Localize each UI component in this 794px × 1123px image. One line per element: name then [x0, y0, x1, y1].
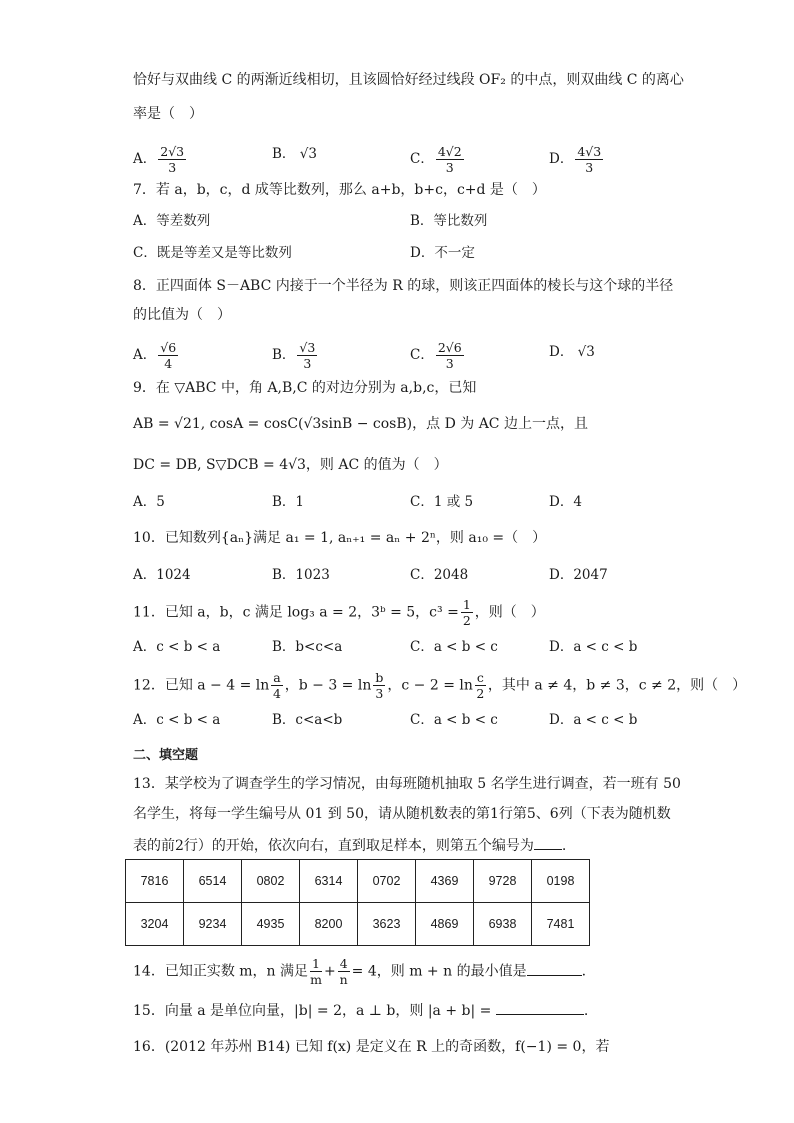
q12-option-b: B．c<a<b	[272, 712, 343, 728]
q7-option-a: A．等差数列	[133, 213, 211, 229]
q15-stem: 15．向量 a 是单位向量，|b| = 2，a ⊥ b，则 |a + b| = .	[133, 1000, 588, 1021]
table-cell: 0702	[358, 860, 416, 903]
q10-stem: 10．已知数列{aₙ}满足 a₁ = 1, aₙ₊₁ = aₙ + 2ⁿ，则 a₁₀ =（ ）	[133, 530, 547, 546]
q6-option-c: C． $\frac{4√2}{3}$	[410, 144, 462, 175]
q9-line1: 9．在 ▽ABC 中，角 A,B,C 的对边分别为 a,b,c，已知	[133, 380, 477, 396]
q10-option-b: B．1023	[272, 567, 330, 583]
q11-option-c: C．a < b < c	[410, 639, 498, 655]
table-cell: 6514	[184, 860, 242, 903]
table-cell: 9728	[474, 860, 532, 903]
q6-option-d: D． $\frac{4√3}{3}$	[549, 144, 602, 175]
q6-line2: 率是（ ）	[133, 106, 203, 122]
q8-line2: 的比值为（ ）	[133, 307, 231, 323]
q8-option-c: C． $\frac{2√6}{3}$	[410, 340, 462, 371]
q9-line3: DC = DB, S▽DCB = 4√3，则 AC 的值为（ ）	[133, 457, 448, 473]
random-number-table	[125, 859, 590, 946]
q7-option-b: B．等比数列	[410, 213, 488, 229]
q13-line2: 名学生，将每一学生编号从 01 到 50，请从随机数表的第1行第5、6列（下表为随机数	[133, 806, 671, 822]
table-cell: 4369	[416, 860, 474, 903]
q15-answer-blank[interactable]	[496, 1000, 584, 1015]
q9-option-c: C．1 或 5	[410, 494, 474, 510]
table-cell: 6938	[474, 903, 532, 946]
q12-option-c: C．a < b < c	[410, 712, 498, 728]
q11-option-d: D．a < c < b	[549, 639, 638, 655]
q8-option-b: B． $\frac{√3}{3}$	[272, 340, 316, 371]
q14-stem: 14．已知正实数 m，n 满足 $\frac{1}{m}$ + $\frac{4}{n}$ = 4，则 m + n 的最小值是 .	[133, 956, 587, 987]
q12-option-a: A．c < b < a	[133, 712, 221, 728]
q6-option-a: A． $\frac{2√3}{3}$	[133, 144, 185, 175]
q9-line2: AB = √21, cosA = cosC(√3sinB − cosB)，点 D 为 AC 边上一点，且	[133, 416, 588, 432]
table-row	[126, 903, 590, 946]
q7-option-d: D．不一定	[410, 245, 475, 261]
q9-option-a: A．5	[133, 494, 165, 510]
q12-stem: 12．已知 a − 4 = ln $\frac{a}{4}$ ，b − 3 = ln $\frac{b}{3}$ ，c − 2 = ln $\frac{c}{2}$ ，其中 a ≠ 4，b ≠ 3，c ≠ 2，则（ ）	[133, 670, 747, 701]
q8-option-d: D． √3	[549, 344, 595, 360]
q16-stem: 16．(2012 年苏州 B14) 已知 f(x) 是定义在 R 上的奇函数，f(−1) = 0，若	[133, 1039, 610, 1055]
q9-option-b: B．1	[272, 494, 305, 510]
q10-option-d: D．2047	[549, 567, 608, 583]
q6-option-b: B． √3	[272, 146, 317, 162]
table-cell: 0802	[242, 860, 300, 903]
table-cell: 9234	[184, 903, 242, 946]
q11-stem: 11．已知 a，b，c 满足 log₃ a = 2，3ᵇ = 5，c³ = $\frac{1}{2}$ ，则（ ）	[133, 597, 545, 628]
table-cell: 7481	[532, 903, 590, 946]
table-cell: 3204	[126, 903, 184, 946]
q11-option-b: B．b<c<a	[272, 639, 343, 655]
q13-line3: 表的前2行）的开始，依次向右，直到取足样本，则第五个编号为 .	[133, 835, 566, 856]
q8-option-a: A． $\frac{√6}{4}$	[133, 340, 177, 371]
table-cell: 0198	[532, 860, 590, 903]
q10-option-c: C．2048	[410, 567, 469, 583]
q9-option-d: D．4	[549, 494, 582, 510]
q11-option-a: A．c < b < a	[133, 639, 221, 655]
table-cell: 6314	[300, 860, 358, 903]
table-row	[126, 860, 590, 903]
q13-line1: 13．某学校为了调查学生的学习情况，由每班随机抽取 5 名学生进行调查，若一班有 50	[133, 776, 681, 792]
q7-option-c: C．既是等差又是等比数列	[133, 245, 292, 261]
q12-option-d: D．a < c < b	[549, 712, 638, 728]
q10-option-a: A．1024	[133, 567, 191, 583]
q8-line1: 8．正四面体 S－ABC 内接于一个半径为 R 的球，则该正四面体的棱长与这个球的半径	[133, 278, 674, 294]
table-cell: 8200	[300, 903, 358, 946]
table-cell: 3623	[358, 903, 416, 946]
table-cell: 4935	[242, 903, 300, 946]
q13-answer-blank[interactable]	[534, 835, 562, 850]
section-heading-fill-in: 二、填空题	[133, 748, 199, 763]
table-cell: 7816	[126, 860, 184, 903]
q14-answer-blank[interactable]	[527, 961, 582, 976]
q7-stem: 7．若 a，b，c，d 成等比数列，那么 a+b，b+c，c+d 是（ ）	[133, 182, 546, 198]
q6-line1: 恰好与双曲线 C 的两渐近线相切，且该圆恰好经过线段 OF₂ 的中点，则双曲线 C 的离心	[133, 72, 684, 88]
table-cell: 4869	[416, 903, 474, 946]
